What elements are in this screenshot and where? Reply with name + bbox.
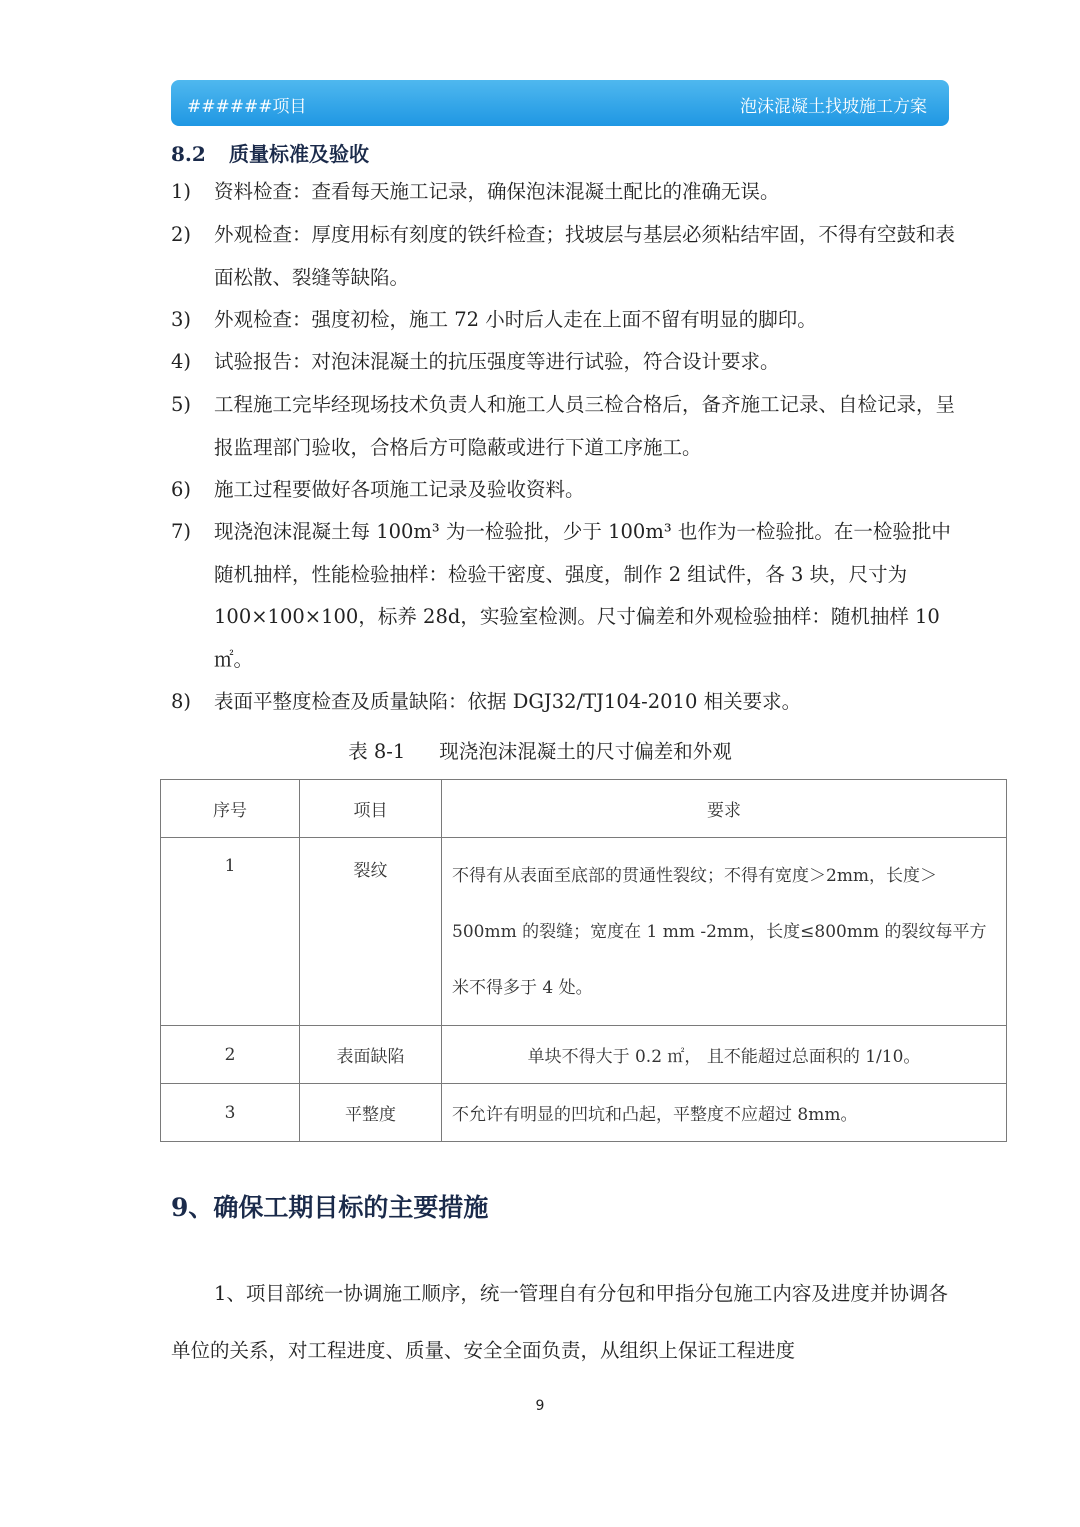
section-9-heading: 9、确保工期目标的主要措施 (171, 1193, 489, 1222)
cell-requirement: 不得有从表面至底部的贯通性裂纹；不得有宽度＞2mm，长度＞500mm 的裂缝；宽度在 1 mm -2mm，长度≤800mm 的裂纹每平方米不得多于 4 处。 (442, 838, 1007, 1026)
cell-no: 3 (161, 1084, 300, 1142)
list-item (171, 171, 961, 214)
list-item-number: 6) (171, 478, 192, 501)
header-cell-item: 项目 (300, 780, 442, 838)
page-number: 9 (535, 1398, 545, 1414)
header-document-title: 泡沫混凝土找坡施工方案 (740, 97, 927, 117)
list-item (171, 511, 961, 681)
list-item (171, 214, 961, 299)
section-title: 质量标准及验收 (229, 142, 369, 166)
list-item (171, 299, 961, 342)
list-item-text: 施工过程要做好各项施工记录及验收资料。 (214, 478, 585, 501)
cell-no: 1 (161, 838, 300, 1026)
section-number: 8.2 (171, 142, 206, 166)
cell-item: 裂纹 (300, 838, 442, 1026)
section-heading (171, 138, 369, 167)
header-cell-requirement: 要求 (442, 780, 1007, 838)
table-caption-title: 现浇泡沫混凝土的尺寸偏差和外观 (439, 740, 732, 763)
cell-requirement: 单块不得大于 0.2 ㎡， 且不能超过总面积的 1/10。 (442, 1026, 1007, 1084)
list-item-number: 8) (171, 690, 192, 713)
list-item-text: 工程施工完毕经现场技术负责人和施工人员三检合格后，备齐施工记录、自检记录，呈报监理部门验收，合格后方可隐蔽或进行下道工序施工。 (214, 393, 956, 459)
list-item-number: 5) (171, 393, 192, 416)
cell-item: 表面缺陷 (300, 1026, 442, 1084)
list-item-text: 外观检查：厚度用标有刻度的铁纤检查；找坡层与基层必须粘结牢固，不得有空鼓和表面松散、裂缝等缺陷。 (214, 223, 956, 289)
quality-table (160, 779, 1007, 1142)
table-header-row (161, 780, 1007, 838)
list-item (171, 384, 961, 469)
list-item-text: 外观检查：强度初检，施工 72 小时后人走在上面不留有明显的脚印。 (214, 308, 817, 331)
cell-no: 2 (161, 1026, 300, 1084)
cell-requirement: 不允许有明显的凹坑和凸起，平整度不应超过 8mm。 (442, 1084, 1007, 1142)
list-item (171, 681, 961, 724)
table-row (161, 838, 1007, 1026)
section-9-paragraph: 1、项目部统一协调施工顺序，统一管理自有分包和甲指分包施工内容及进度并协调各单位的关系，对工程进度、质量、安全全面负责，从组织上保证工程进度 (171, 1282, 948, 1362)
list-item-text: 资料检查：查看每天施工记录，确保泡沫混凝土配比的准确无误。 (214, 180, 780, 203)
header-project-name: ######项目 (187, 97, 307, 117)
list-item-text: 表面平整度检查及质量缺陷：依据 DGJ32/TJ104-2010 相关要求。 (214, 690, 802, 713)
table-caption (0, 736, 1080, 764)
table-row (161, 1084, 1007, 1142)
list-item-number: 7) (171, 520, 192, 543)
list-item-text: 试验报告：对泡沫混凝土的抗压强度等进行试验，符合设计要求。 (214, 350, 780, 373)
list-item-number: 4) (171, 350, 192, 373)
table-row (161, 1026, 1007, 1084)
cell-item: 平整度 (300, 1084, 442, 1142)
list-item-number: 2) (171, 223, 192, 246)
page-header (171, 80, 949, 126)
list-item (171, 469, 961, 512)
list-item-text: 现浇泡沫混凝土每 100m³ 为一检验批，少于 100m³ 也作为一检验批。在一检验批中随机抽样，性能检验抽样：检验干密度、强度，制作 2 组试件，各 3 块，尺寸为 100×100×100，标养 28d，实验室检测。尺寸偏差和外观检验抽样：随机抽样 10 ㎡。 (214, 520, 951, 671)
table-caption-number: 表 8-1 (348, 740, 406, 763)
header-cell-no: 序号 (161, 780, 300, 838)
list-item-number: 1) (171, 180, 192, 203)
list-item (171, 341, 961, 384)
list-item-number: 3) (171, 308, 192, 331)
